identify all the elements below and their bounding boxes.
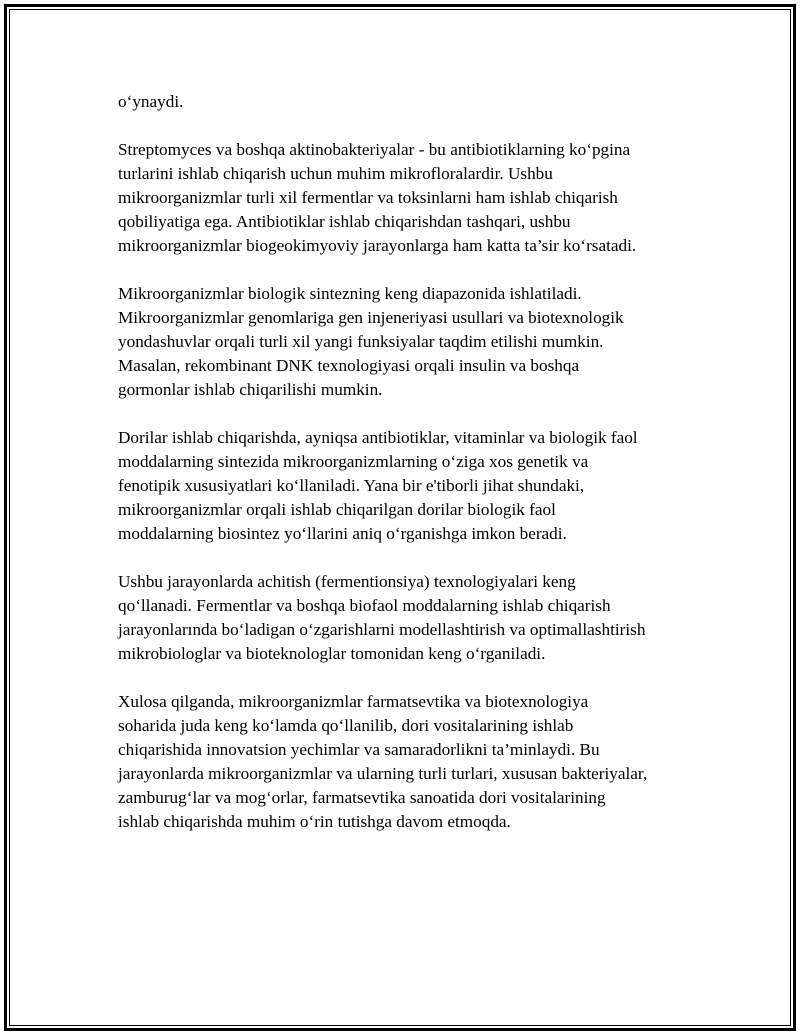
paragraph-3: Mikroorganizmlar biologik sintezning keng diapazonida ishlatiladi. Mikroorganizmlar genomlariga gen injeneriyasi usullari va biotexnologik yondashuvlar orqali turli xil yangi funksiyalar taqdim etilishi mumkin. Masalan, rekombinant DNK texnologiyasi orqali insulin va boshqa gormonlar ishlab chiqarilishi mumkin. — [118, 284, 624, 399]
paragraph-4: Dorilar ishlab chiqarishda, ayniqsa antibiotiklar, vitaminlar va biologik faol moddalarning sintezida mikroorganizmlarning o‘ziga xos genetik va fenotipik xususiyatlari ko‘llaniladi. Yana bir e'tiborli jihat shundaki, mikroorganizmlar orqali ishlab chiqarilgan dorilar biologik faol moddalarning biosintez yo‘llarini aniq o‘rganishga imkon beradi. — [118, 428, 638, 543]
paragraph-5: Ushbu jarayonlarda achitish (fermentionsiya) texnologiyalari keng qo‘llanadi. Fermentlar va boshqa biofaol moddalarning ishlab chiqarish jarayonlarında bo‘ladigan o‘zgarishlarni modellashtirish va optimallashtirish mikrobiologlar va bioteknologlar tomonidan keng o‘rganiladi. — [118, 572, 646, 663]
paragraph-6: Xulosa qilganda, mikroorganizmlar farmatsevtika va biotexnologiya soharida juda keng ko‘lamda qo‘llanilib, dori vositalarining ishlab chiqarishida innovatsion yechimlar va samaradorlikni ta’minlaydi. Bu jarayonlarda mikroorganizmlar va ularning turli turlari, xususan bakteriyalar, zamburug‘lar va mog‘orlar, farmatsevtika sanoatida dori vositalarining ishlab chiqarishda muhim o‘rin tutishga davom etmoqda. — [118, 692, 648, 831]
paragraph-1: o‘ynaydi. — [118, 92, 184, 111]
paragraph-2: Streptomyces va boshqa aktinobakteriyalar - bu antibiotiklarning ko‘pgina turlarini ishlab chiqarish uchun muhim mikrofloralardir. Ushbu mikroorganizmlar turli xil fermentlar va toksinlarni ham ishlab chiqarish qobiliyatiga ega. Antibiotiklar ishlab chiqarishdan tashqari, ushbu mikroorganizmlar biogeokimyoviy jarayonlarga ham katta ta’sir ko‘rsatadi. — [118, 140, 637, 255]
document-body — [118, 90, 708, 858]
